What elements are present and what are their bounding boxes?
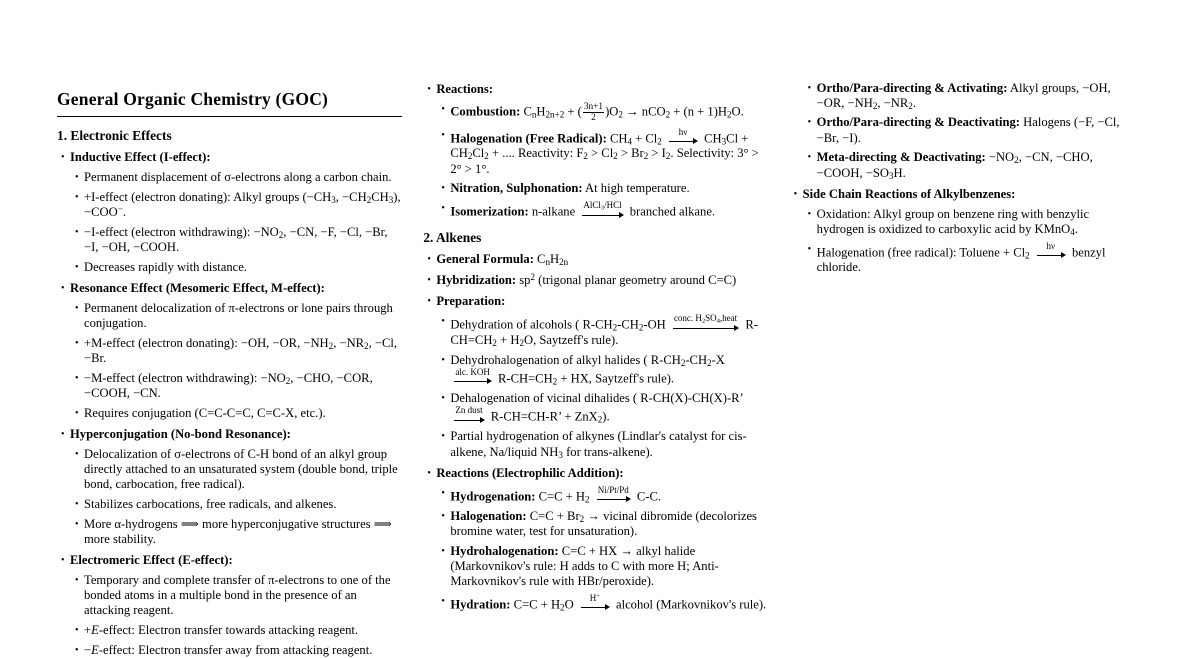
list-item: • Preparation:	[427, 294, 506, 309]
list-item: • Nitration, Sulphonation: At high temperature.	[441, 181, 690, 196]
list-item: • Requires conjugation (C=C-C=C, C=C-X, etc.).	[75, 405, 326, 420]
list-item: • Permanent displacement of σ-electrons along a carbon chain.	[75, 170, 392, 185]
right-arrow-icon	[668, 137, 698, 146]
bullet-icon: •	[427, 296, 431, 308]
bullet-icon: •	[75, 337, 79, 349]
right-arrow-icon	[581, 211, 623, 220]
bullet-icon: •	[75, 302, 79, 314]
bullet-icon: •	[807, 82, 812, 94]
bullet-icon: •	[807, 152, 812, 164]
list-item: • Electromeric Effect (E-effect):	[61, 553, 233, 568]
bullet-icon: •	[75, 448, 79, 460]
column-left	[57, 76, 402, 658]
bullet-icon: •	[61, 428, 65, 440]
reaction-arrow	[1036, 242, 1066, 260]
bullet-icon: •	[61, 152, 65, 164]
list-item: • Isomerization: n-alkane AlCl$_3$/HCl branched alkane.	[441, 200, 716, 219]
arrow-label: hν	[678, 126, 688, 137]
bullet-icon: •	[427, 84, 431, 95]
bullet-icon: •	[441, 316, 445, 328]
list-item: • Partial hydrogenation of alkynes (Lindlar's catalyst for cis-alkene, Na/liquid $NH_3$ for trans-alkene).	[441, 429, 747, 460]
list-item: • Permanent delocalization of π-electrons or lone pairs through conjugation.	[75, 300, 393, 330]
list-item: • Temporary and complete transfer of π-electrons to one of the bonded atoms in a multiple bond in the presence of an attacking reagent.	[75, 572, 391, 618]
page-title: General Organic Chemistry (GOC)	[57, 89, 329, 109]
right-arrow-icon	[1036, 251, 1066, 260]
bullet-icon: •	[75, 518, 79, 530]
bullet-icon: •	[75, 624, 79, 636]
bullet-icon: •	[441, 545, 445, 557]
list-item: • −I-effect (electron withdrawing): $-NO_2$, −CN, −F, −Cl, −Br, −I, −OH, −COOH.	[75, 224, 388, 255]
bullet-icon: •	[75, 261, 79, 273]
list-item: • Decreases rapidly with distance.	[75, 259, 247, 274]
bullet-icon: •	[807, 243, 812, 255]
bullet-icon: •	[441, 393, 445, 405]
reaction-arrow	[581, 201, 623, 219]
list-item: • Side Chain Reactions of Alkylbenzenes:	[793, 186, 1016, 201]
fraction: $\frac{3n+1}{2}$	[583, 101, 604, 123]
list-item: • Stabilizes carbocations, free radicals, and alkenes.	[75, 496, 337, 511]
bullet-icon: •	[75, 498, 79, 510]
list-item: • General Formula: $C_nH_{2n}$	[427, 252, 569, 267]
bullet-icon: •	[441, 354, 445, 366]
column-right	[790, 76, 1135, 276]
section-heading: 2. Alkenes	[423, 229, 482, 245]
list-item: • Dehydrohalogenation of alkyl halides ( $R-CH_2-CH_2-X$ alc. KOH $R-CH=CH_2$ + HX, Saytzeff's rule).	[441, 352, 725, 387]
reaction-arrow	[453, 406, 484, 424]
bullet-icon: •	[75, 574, 79, 586]
list-item: • Hydrogenation: $C=C + H_2$ Ni/Pt/Pd C-C.	[441, 484, 662, 505]
arrow-label: alc. KOH	[455, 366, 490, 377]
bullet-icon: •	[427, 254, 431, 265]
arrow-label: Ni/Pt/Pd	[597, 484, 629, 495]
list-item: • Halogenation (free radical): Toluene + $Cl_2$ hν benzyl chloride.	[807, 240, 1106, 275]
right-arrow-icon	[453, 377, 492, 386]
list-item: • +M-effect (electron donating): −OH, −OR, $-NH_2$, $-NR_2$, −Cl, −Br.	[75, 335, 398, 365]
column-middle	[423, 76, 768, 613]
list-item: • Inductive Effect (I-effect):	[61, 150, 211, 165]
reaction-arrow	[672, 314, 739, 332]
reaction-arrow	[453, 368, 492, 386]
bullet-icon: •	[75, 372, 79, 384]
list-item: • Halogenation: $C=C + Br_2$ → vicinal dibromide (decolorizes bromine water, test for unsaturation).	[441, 508, 757, 539]
right-arrow-icon	[453, 416, 484, 425]
list-item: • Reactions (Electrophilic Addition):	[427, 465, 624, 480]
list-item: • Ortho/Para-directing & Deactivating: Halogens (−F, −Cl, −Br, −I).	[807, 115, 1120, 145]
list-item: • −M-effect (electron withdrawing): $-NO_2$, −CHO, −COR, −COOH, −CN.	[75, 370, 373, 400]
list-item: • Combustion: $C_nH_{2n+2}$ + ( $\frac{3n+1}{2}$ )$O_2 \to nCO_2 + (n + 1)H_2O$.	[441, 101, 744, 123]
bullet-icon: •	[427, 275, 431, 287]
bullet-icon: •	[441, 203, 445, 215]
bullet-icon: •	[807, 117, 812, 129]
list-item: • +E-effect: Electron transfer towards attacking reagent.	[75, 622, 359, 637]
arrow-label: conc. $H_2SO_4,heat$	[673, 313, 738, 325]
bullet-icon: •	[61, 283, 65, 295]
arrow-label: hν	[1046, 240, 1056, 251]
list-item: • Halogenation (Free Radical): $CH_4 + Cl_2$ hν $CH_3Cl + CH_2Cl_2$ + .... Reactivity: $F_2 > Cl_2 > Br_2 > I_2$. Selectivity: 3° > 2° > 1°.	[441, 126, 759, 176]
bullet-icon: •	[441, 183, 445, 195]
list-item: • Dehydration of alcohols ( $R-CH_2-CH_2-OH$ conc. $H_2SO_4,heat$ $R-CH=CH_2 + H_2O$, Saytzeff's rule).	[441, 313, 758, 348]
list-item: • Resonance Effect (Mesomeric Effect, M-effect):	[61, 281, 325, 296]
reaction-arrow	[668, 128, 698, 146]
list-item: • −E-effect: Electron transfer away from attacking reagent.	[75, 642, 373, 657]
bullet-icon: •	[441, 510, 445, 522]
list-item: • Hyperconjugation (No-bond Resonance):	[61, 426, 291, 441]
bullet-icon: •	[807, 208, 812, 220]
list-item: • Meta-directing & Deactivating: $-NO_2$, −CN, −CHO, −COOH, $-SO_3H$.	[807, 150, 1093, 181]
list-item: • Hydration: $C=C + H_2O$ H+ alcohol (Markovnikov's rule).	[441, 592, 767, 613]
list-item: • Oxidation: Alkyl group on benzene ring with benzylic hydrogen is oxidized to carboxylic acid by KMnO$_4$.	[807, 206, 1090, 237]
bullet-icon: •	[75, 172, 79, 184]
section-heading: 1. Electronic Effects	[57, 128, 172, 144]
bullet-icon: •	[441, 595, 445, 607]
bullet-icon: •	[75, 644, 79, 656]
arrow-label: AlCl$_3$/HCl	[583, 200, 622, 212]
right-arrow-icon	[596, 495, 631, 504]
bullet-icon: •	[793, 188, 798, 200]
list-item: • Ortho/Para-directing & Activating: Alkyl groups, −OH, −OR, $-NH_2$, $-NR_2$.	[807, 80, 1111, 111]
list-item: • Hydrohalogenation: C=C + HX → alkyl halide (Markovnikov's rule: H adds to C with more H; Anti-Markovnikov's rule with HBr/peroxide).	[441, 543, 719, 589]
title-rule	[57, 116, 402, 117]
list-item: • Reactions:	[427, 82, 493, 96]
right-arrow-icon	[580, 603, 610, 612]
bullet-icon: •	[61, 555, 65, 567]
list-item: • More α-hydrogens ⟹ more hyperconjugative structures ⟹ more stability.	[75, 516, 392, 546]
bullet-icon: •	[441, 431, 445, 443]
list-item: • Dehalogenation of vicinal dihalides ( R-CH(X)-CH(X)-R’ Zn dust R-CH=CH-R’ + ZnX$_2$).	[441, 391, 743, 425]
arrow-label: Zn dust	[455, 405, 483, 416]
bullet-icon: •	[441, 487, 445, 499]
bullet-icon: •	[75, 191, 79, 203]
bullet-icon: •	[427, 467, 431, 479]
list-item: • +I-effect (electron donating): Alkyl groups ($-CH_3$, $-CH_2CH_3$), −COO−.	[75, 189, 401, 220]
bullet-icon: •	[75, 226, 79, 238]
bullet-icon: •	[441, 103, 445, 115]
bullet-icon: •	[75, 407, 79, 419]
right-arrow-icon	[672, 324, 739, 333]
reaction-arrow	[580, 594, 610, 612]
arrow-label: H+	[589, 592, 600, 603]
list-item: • Delocalization of σ-electrons of C-H bond of an alkyl group directly attached to an unsaturated system (double bond, triple bond, carbocation, free radical).	[75, 446, 398, 492]
reaction-arrow	[596, 486, 631, 504]
bullet-icon: •	[441, 129, 445, 141]
list-item: • Hybridization: $sp^2$ (trigonal planar geometry around C=C)	[427, 272, 737, 288]
